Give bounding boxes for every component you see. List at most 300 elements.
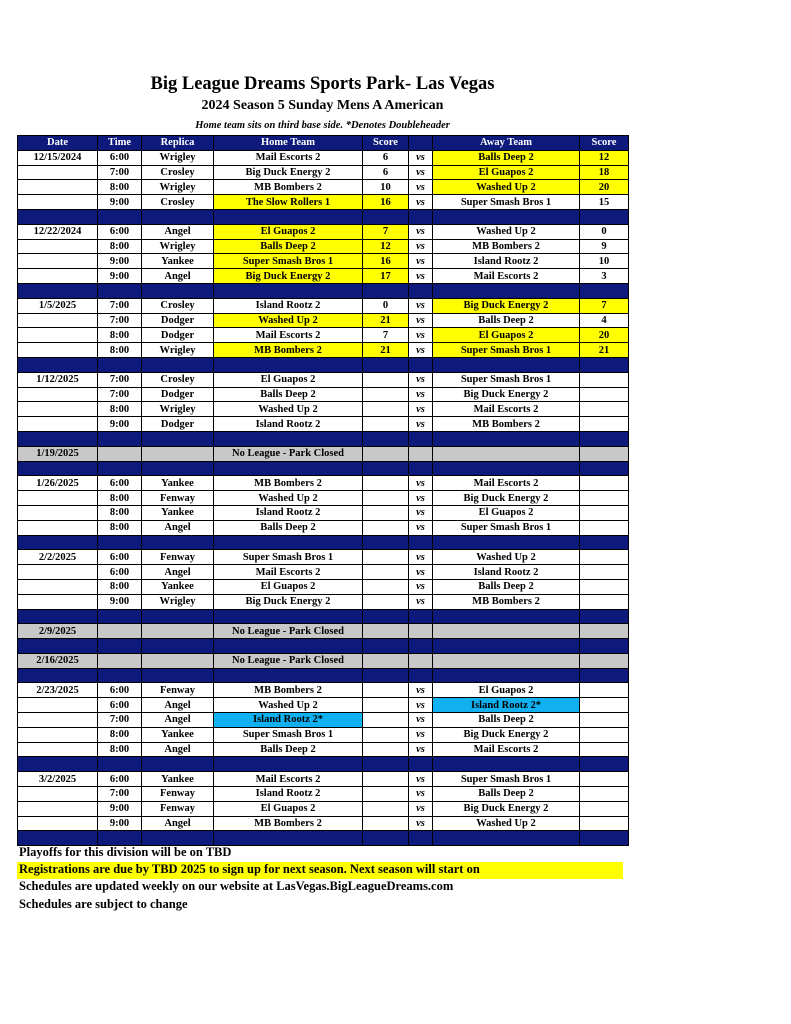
separator-cell [409,668,433,683]
away-team-cell: Super Smash Bros 1 [433,520,580,535]
time-cell: 8:00 [98,579,142,594]
table-header-row [18,136,629,151]
separator-cell [363,668,409,683]
away-score-cell: 4 [580,313,629,328]
replica-cell: Yankee [142,772,214,787]
separator-cell [363,209,409,224]
separator-cell [18,757,98,772]
home-team-cell: Island Rootz 2 [214,505,363,520]
date-cell [18,387,98,402]
separator-cell [433,609,580,624]
away-score-cell [580,579,629,594]
separator-cell [433,668,580,683]
table-row [18,742,629,757]
home-score-cell: 16 [363,195,409,210]
separator-cell [18,431,98,446]
away-score-cell [580,801,629,816]
time-cell: 9:00 [98,195,142,210]
replica-cell: Wrigley [142,150,214,165]
time-cell: 9:00 [98,417,142,432]
date-cell [18,313,98,328]
away-score-cell [580,417,629,432]
vs-cell: vs [409,476,433,491]
table-row [18,816,629,831]
home-score-cell: 6 [363,165,409,180]
away-team-cell: Island Rootz 2 [433,254,580,269]
replica-cell: Wrigley [142,343,214,358]
time-cell: 9:00 [98,269,142,284]
replica-cell: Angel [142,224,214,239]
empty-cell [363,653,409,668]
away-team-cell: El Guapos 2 [433,165,580,180]
separator-cell [142,461,214,476]
date-cell [18,787,98,802]
vs-cell: vs [409,150,433,165]
empty-cell [580,653,629,668]
away-score-cell: 15 [580,195,629,210]
table-row [18,387,629,402]
separator-cell [580,535,629,550]
col-header-home-score: Score [363,136,409,151]
separator-cell [142,535,214,550]
away-team-cell: Island Rootz 2 [433,565,580,580]
time-cell: 8:00 [98,343,142,358]
vs-cell: vs [409,579,433,594]
away-score-cell [580,520,629,535]
separator-row [18,431,629,446]
away-score-cell [580,387,629,402]
separator-row [18,757,629,772]
away-team-cell: Super Smash Bros 1 [433,772,580,787]
vs-cell: vs [409,772,433,787]
vs-cell: vs [409,402,433,417]
separator-cell [433,283,580,298]
replica-cell [142,446,214,461]
home-team-cell: El Guapos 2 [214,372,363,387]
home-team-cell: Mail Escorts 2 [214,328,363,343]
home-team-cell: MB Bombers 2 [214,816,363,831]
empty-cell [580,446,629,461]
table-row [18,372,629,387]
table-row [18,476,629,491]
empty-cell [363,446,409,461]
table-row [18,313,629,328]
home-score-cell [363,713,409,728]
table-row [18,417,629,432]
separator-cell [142,431,214,446]
away-score-cell: 18 [580,165,629,180]
table-row [18,801,629,816]
separator-cell [409,757,433,772]
away-team-cell: Balls Deep 2 [433,313,580,328]
away-team-cell: Balls Deep 2 [433,579,580,594]
vs-cell: vs [409,727,433,742]
separator-cell [580,209,629,224]
table-row [18,150,629,165]
vs-cell: vs [409,387,433,402]
away-team-cell: Big Duck Energy 2 [433,387,580,402]
separator-cell [363,831,409,846]
separator-cell [142,757,214,772]
separator-cell [580,357,629,372]
home-score-cell [363,476,409,491]
home-score-cell [363,520,409,535]
col-header-replica: Replica [142,136,214,151]
table-row [18,565,629,580]
date-cell: 1/5/2025 [18,298,98,313]
table-row [18,520,629,535]
home-score-cell [363,579,409,594]
separator-cell [214,535,363,550]
date-cell: 1/26/2025 [18,476,98,491]
replica-cell: Wrigley [142,594,214,609]
time-cell: 6:00 [98,772,142,787]
vs-cell: vs [409,491,433,506]
home-team-cell: Mail Escorts 2 [214,565,363,580]
away-team-cell: Big Duck Energy 2 [433,298,580,313]
replica-cell [142,653,214,668]
away-team-cell: Balls Deep 2 [433,713,580,728]
home-score-cell: 6 [363,150,409,165]
home-score-cell: 10 [363,180,409,195]
away-team-cell: Mail Escorts 2 [433,742,580,757]
away-team-cell: Island Rootz 2* [433,698,580,713]
separator-cell [363,357,409,372]
date-cell: 1/12/2025 [18,372,98,387]
col-header-away-team: Away Team [433,136,580,151]
schedule-table [17,135,629,846]
vs-cell: vs [409,565,433,580]
vs-cell: vs [409,550,433,565]
away-team-cell: Super Smash Bros 1 [433,195,580,210]
time-cell: 8:00 [98,727,142,742]
time-cell: 6:00 [98,683,142,698]
separator-row [18,209,629,224]
away-score-cell [580,772,629,787]
page-title: Big League Dreams Sports Park- Las Vegas [150,74,495,94]
home-score-cell [363,402,409,417]
park-closed-row [18,653,629,668]
replica-cell: Crosley [142,165,214,180]
separator-cell [433,209,580,224]
home-score-cell [363,387,409,402]
closed-notice: No League - Park Closed [214,624,363,639]
replica-cell: Angel [142,742,214,757]
separator-row [18,357,629,372]
date-cell: 12/22/2024 [18,224,98,239]
separator-row [18,535,629,550]
time-cell: 9:00 [98,254,142,269]
time-cell [98,653,142,668]
away-team-cell: Washed Up 2 [433,816,580,831]
away-team-cell: MB Bombers 2 [433,594,580,609]
time-cell [98,446,142,461]
date-cell [18,328,98,343]
separator-cell [214,609,363,624]
col-header-vs [409,136,433,151]
separator-cell [409,357,433,372]
vs-cell: vs [409,505,433,520]
separator-cell [142,639,214,654]
separator-cell [98,831,142,846]
away-team-cell: El Guapos 2 [433,328,580,343]
separator-row [18,461,629,476]
time-cell: 6:00 [98,224,142,239]
vs-cell: vs [409,224,433,239]
date-cell [18,594,98,609]
away-score-cell [580,713,629,728]
separator-cell [580,461,629,476]
away-score-cell [580,565,629,580]
away-score-cell: 0 [580,224,629,239]
replica-cell: Dodger [142,387,214,402]
empty-cell [433,624,580,639]
home-team-cell: Big Duck Energy 2 [214,594,363,609]
home-score-cell [363,550,409,565]
replica-cell: Yankee [142,727,214,742]
closed-notice: No League - Park Closed [214,653,363,668]
separator-cell [409,609,433,624]
separator-cell [363,535,409,550]
vs-cell: vs [409,787,433,802]
vs-cell: vs [409,180,433,195]
separator-cell [98,757,142,772]
replica-cell: Fenway [142,550,214,565]
date-cell: 12/15/2024 [18,150,98,165]
col-header-away-score: Score [580,136,629,151]
away-score-cell: 10 [580,254,629,269]
replica-cell: Angel [142,269,214,284]
time-cell: 8:00 [98,328,142,343]
date-cell [18,180,98,195]
separator-cell [580,431,629,446]
park-closed-row [18,446,629,461]
away-team-cell: Big Duck Energy 2 [433,801,580,816]
away-score-cell [580,550,629,565]
replica-cell: Crosley [142,372,214,387]
separator-cell [580,609,629,624]
home-team-cell: Super Smash Bros 1 [214,550,363,565]
date-cell [18,402,98,417]
home-team-cell: Island Rootz 2* [214,713,363,728]
vs-cell: vs [409,195,433,210]
table-row [18,505,629,520]
table-row [18,298,629,313]
separator-cell [18,283,98,298]
away-team-cell: El Guapos 2 [433,683,580,698]
date-cell: 2/23/2025 [18,683,98,698]
home-team-cell: Island Rootz 2 [214,787,363,802]
vs-cell: vs [409,713,433,728]
away-score-cell: 3 [580,269,629,284]
time-cell: 9:00 [98,594,142,609]
playoffs-note: Playoffs for this division will be on TBD [19,845,232,859]
home-team-cell: El Guapos 2 [214,801,363,816]
time-cell: 8:00 [98,239,142,254]
date-cell: 1/19/2025 [18,446,98,461]
date-cell [18,713,98,728]
separator-cell [214,757,363,772]
table-row [18,224,629,239]
park-closed-row [18,624,629,639]
home-score-cell [363,491,409,506]
away-score-cell [580,594,629,609]
time-cell: 8:00 [98,520,142,535]
vs-cell: vs [409,417,433,432]
home-score-cell [363,683,409,698]
home-team-cell: El Guapos 2 [214,579,363,594]
away-team-cell: Mail Escorts 2 [433,476,580,491]
separator-cell [98,461,142,476]
separator-cell [433,757,580,772]
replica-cell: Angel [142,520,214,535]
replica-cell: Wrigley [142,402,214,417]
separator-cell [142,357,214,372]
home-score-cell: 21 [363,313,409,328]
page-subtitle: 2024 Season 5 Sunday Mens A American [201,98,444,113]
time-cell: 6:00 [98,150,142,165]
replica-cell: Dodger [142,417,214,432]
separator-cell [409,461,433,476]
date-cell [18,269,98,284]
away-team-cell: Super Smash Bros 1 [433,372,580,387]
away-score-cell [580,402,629,417]
replica-cell: Angel [142,698,214,713]
separator-cell [363,461,409,476]
home-team-cell: MB Bombers 2 [214,180,363,195]
registrations-note: Registrations are due by TBD 2025 to sign up for next season. Next season will start on [17,862,623,879]
home-team-cell: Balls Deep 2 [214,387,363,402]
empty-cell [409,653,433,668]
vs-cell: vs [409,372,433,387]
time-cell: 8:00 [98,402,142,417]
separator-cell [363,283,409,298]
home-score-cell: 21 [363,343,409,358]
vs-cell: vs [409,328,433,343]
time-cell: 7:00 [98,787,142,802]
separator-cell [142,609,214,624]
separator-cell [142,831,214,846]
website-note: Schedules are updated weekly on our website at LasVegas.BigLeagueDreams.com [19,879,454,893]
home-score-cell: 7 [363,224,409,239]
time-cell: 7:00 [98,372,142,387]
replica-cell: Yankee [142,505,214,520]
separator-cell [363,431,409,446]
table-row [18,698,629,713]
home-score-cell: 16 [363,254,409,269]
time-cell: 8:00 [98,491,142,506]
away-score-cell [580,372,629,387]
home-team-cell: Island Rootz 2 [214,298,363,313]
away-team-cell: Mail Escorts 2 [433,269,580,284]
time-cell: 9:00 [98,816,142,831]
separator-cell [142,209,214,224]
home-score-cell: 0 [363,298,409,313]
subject-to-change-note: Schedules are subject to change [19,897,188,911]
closed-notice: No League - Park Closed [214,446,363,461]
separator-cell [18,609,98,624]
away-team-cell: El Guapos 2 [433,505,580,520]
away-team-cell: Big Duck Energy 2 [433,727,580,742]
away-score-cell: 21 [580,343,629,358]
date-cell [18,565,98,580]
away-score-cell: 9 [580,239,629,254]
separator-cell [98,283,142,298]
date-cell: 2/9/2025 [18,624,98,639]
separator-cell [433,639,580,654]
replica-cell: Yankee [142,476,214,491]
table-row [18,491,629,506]
time-cell: 7:00 [98,313,142,328]
away-score-cell [580,698,629,713]
home-score-cell: 7 [363,328,409,343]
replica-cell [142,624,214,639]
time-cell: 6:00 [98,565,142,580]
separator-cell [433,461,580,476]
separator-cell [98,639,142,654]
replica-cell: Dodger [142,313,214,328]
vs-cell: vs [409,165,433,180]
replica-cell: Fenway [142,787,214,802]
date-cell [18,343,98,358]
home-team-cell: Mail Escorts 2 [214,150,363,165]
date-cell: 3/2/2025 [18,772,98,787]
vs-cell: vs [409,313,433,328]
table-row [18,772,629,787]
home-score-cell [363,742,409,757]
date-cell [18,417,98,432]
home-score-cell [363,505,409,520]
schedule-note: Home team sits on third base side. *Denotes Doubleheader [195,120,450,131]
away-team-cell: Mail Escorts 2 [433,402,580,417]
replica-cell: Fenway [142,801,214,816]
away-score-cell [580,476,629,491]
time-cell: 7:00 [98,165,142,180]
home-team-cell: Big Duck Energy 2 [214,269,363,284]
away-score-cell: 12 [580,150,629,165]
date-cell [18,505,98,520]
separator-cell [433,535,580,550]
separator-cell [98,209,142,224]
home-team-cell: Washed Up 2 [214,698,363,713]
separator-cell [214,831,363,846]
replica-cell: Dodger [142,328,214,343]
home-team-cell: MB Bombers 2 [214,683,363,698]
vs-cell: vs [409,343,433,358]
separator-cell [433,357,580,372]
table-row [18,180,629,195]
table-row [18,683,629,698]
time-cell: 8:00 [98,505,142,520]
separator-row [18,639,629,654]
separator-cell [363,757,409,772]
table-row [18,254,629,269]
separator-cell [18,461,98,476]
home-score-cell [363,372,409,387]
separator-cell [142,668,214,683]
home-team-cell: El Guapos 2 [214,224,363,239]
away-score-cell [580,683,629,698]
home-team-cell: Big Duck Energy 2 [214,165,363,180]
away-team-cell: Big Duck Energy 2 [433,491,580,506]
replica-cell: Angel [142,713,214,728]
table-row [18,550,629,565]
away-team-cell: Washed Up 2 [433,224,580,239]
date-cell [18,520,98,535]
away-team-cell: MB Bombers 2 [433,239,580,254]
away-score-cell [580,727,629,742]
date-cell [18,239,98,254]
